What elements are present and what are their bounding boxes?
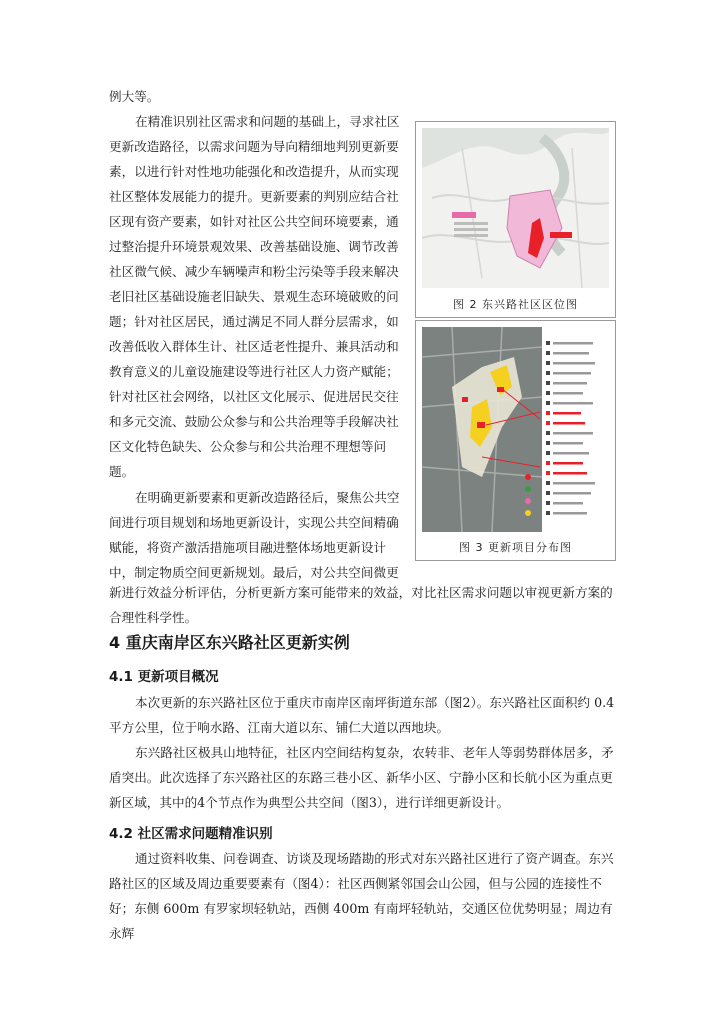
location-map-image: [422, 128, 609, 288]
paragraph-update-elements: 在精准识别社区需求和问题的基础上，寻求社区更新改造路径，以需求问题为导向精细地判别更新要素，以进行针对性地功能强化和改造提升，从而实现社区整体发展能力的提升。更新要素的判别应结合社区现有资产要素，如针对社区公共空间环境要素，通过整治提升环境景观效果、改善基础设施、调节改善社区微气候、减少车辆噪声和粉尘污染等手段来解决老旧社区基础设施老旧缺失、景观生态环境破败的问题；针对社区居民，通过满足不同人群分层需求，如改善低收入群体生计、社区适老性提升、兼具活动和教育意义的儿童设施建设等进行社区人力资产赋能；针对社区社会网络，以社区文化展示、促进居民交往和多元交流、鼓励公众参与和公共治理等手段解决社区文化特色缺失、公众参与和公共治理不理想等问题。: [109, 114, 400, 479]
project-distribution-map: [422, 327, 609, 532]
paragraph-asset-survey: 通过资料收集、问卷调查、访谈及现场踏勘的形式对东兴路社区进行了资产调查。东兴路社区的区域及周边重要要素有（图4）：社区西侧紧邻国会山公园，但与公园的连接性不好；东侧 600m 有罗家坝轻轨站，西侧 400m 有南坪轻轨站，交通区位优势明显；周边有永辉: [109, 851, 614, 941]
figure-2-caption: 图 2 东兴路社区区位图: [453, 298, 578, 311]
paragraph-community-features: 东兴路社区极具山地特征，社区内空间结构复杂，农转非、老年人等弱势群体居多，矛盾突出。此次选择了东兴路社区的东路三巷小区、新华小区、宁静小区和长航小区为重点更新区域，其中的4个节点作为典型公共空间（图3），进行详细更新设计。: [109, 745, 614, 810]
paragraph-project-overview: 本次更新的东兴路社区位于重庆市南岸区南坪街道东部（图2）。东兴路社区面积约 0.4 平方公里，位于响水路、江南大道以东、铺仁大道以西地块。: [109, 695, 615, 735]
paragraph-continued: 例大等。: [109, 89, 160, 104]
section-4-2-heading: 4.2 社区需求问题精准识别: [109, 826, 273, 842]
figure-2-location-map: [415, 121, 616, 318]
section-4-heading: 4 重庆南岸区东兴路社区更新实例: [109, 633, 350, 652]
paragraph-benefit-analysis: 新进行效益分析评估，分析更新方案可能带来的效益，对比社区需求问题以审视更新方案的合理性科学性。: [109, 585, 613, 625]
section-4-1-heading: 4.1 更新项目概况: [109, 669, 219, 685]
figure-3-caption: 图 3 更新项目分布图: [459, 541, 572, 554]
paragraph-public-space: 在明确更新要素和更新改造路径后，聚焦公共空间进行项目规划和场地更新设计，实现公共空间精确赋能，将资产激活措施项目融进整体场地更新设计中，制定物质空间更新规划。最后，对公共空间微更: [109, 490, 400, 580]
figure-3-project-distribution: [415, 320, 616, 561]
